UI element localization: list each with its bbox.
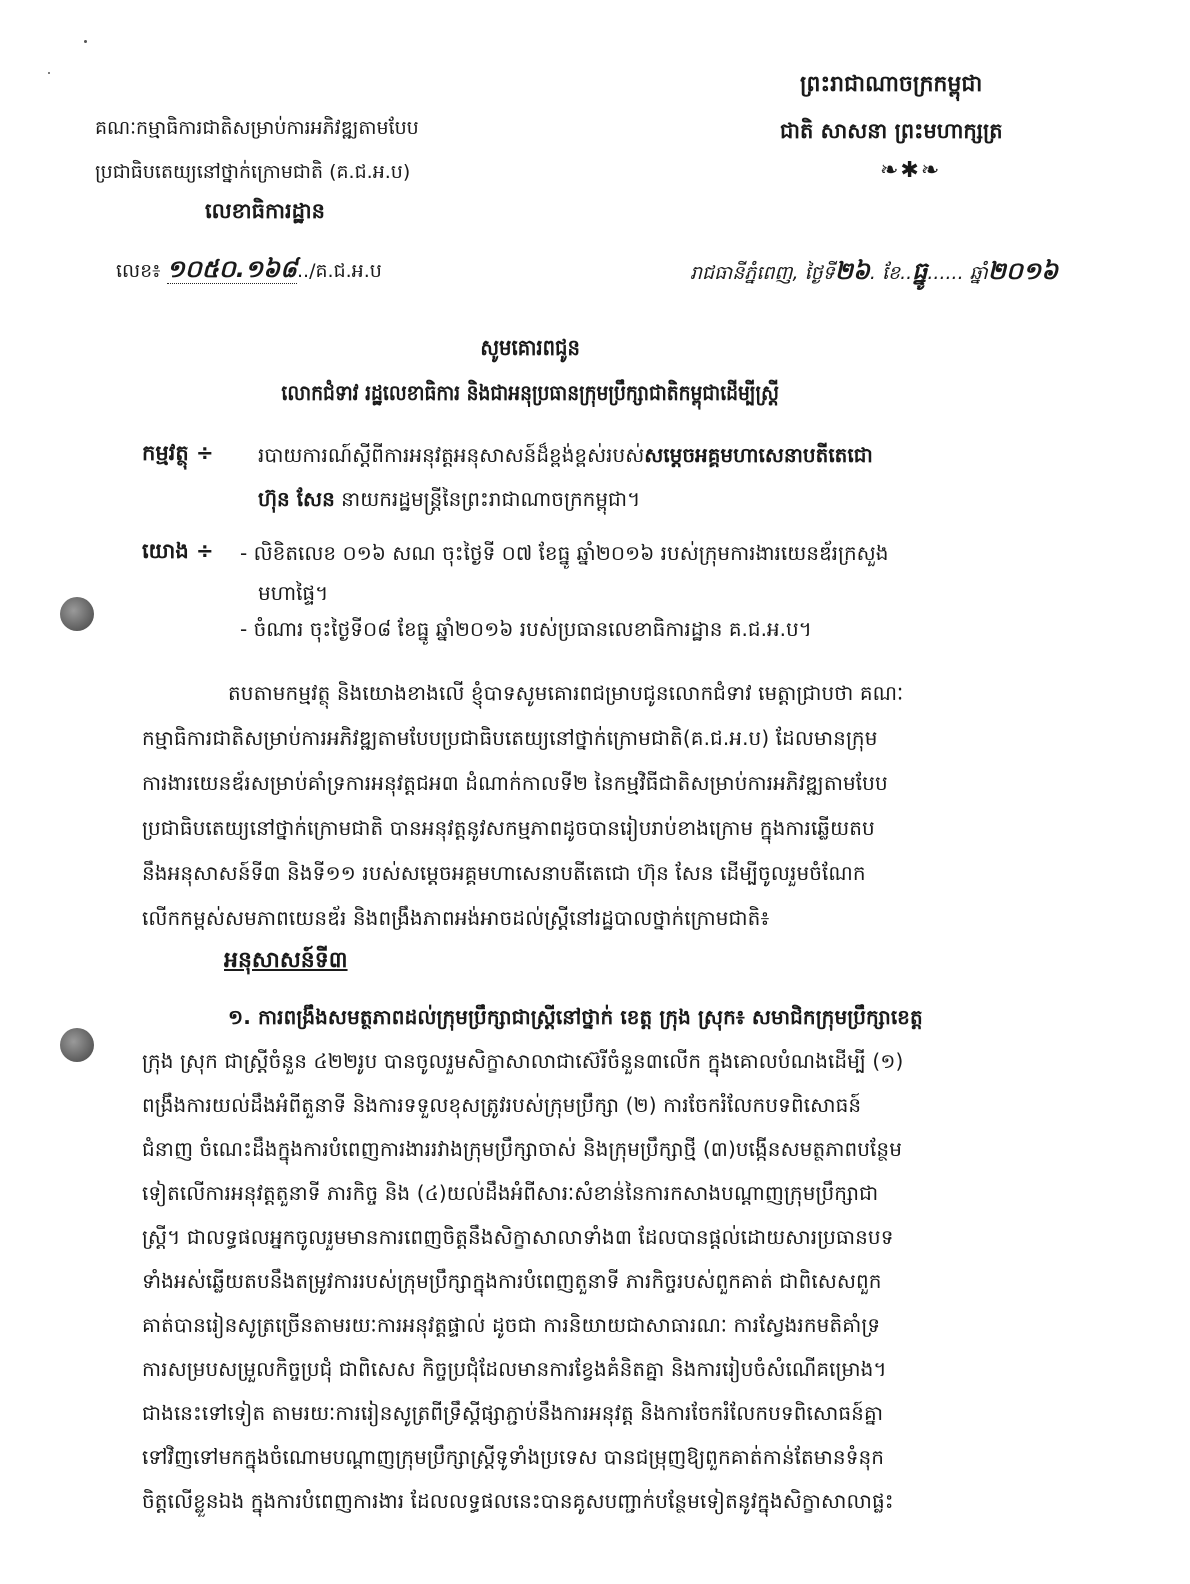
intro-line: កម្មាធិការជាតិសម្រាប់ការអភិវឌ្ឍតាមបែបប្រជាធិបតេយ្យនៅថ្នាក់ក្រោមជាតិ(គ.ជ.អ.ប) ដែលមានក្រុម [142,726,878,750]
scan-speck [84,40,87,43]
date-year-label: ...... ឆ្នាំ [927,262,988,284]
body-line: ការសម្របសម្រួលកិច្ចប្រជុំ ជាពិសេស កិច្ចប្រជុំដែលមានការខ្វែងគំនិតគ្នា និងការរៀបចំសំណើគម្រោង។ [142,1357,887,1381]
subject-label: កម្មវត្ថុ ÷ [142,441,214,465]
ornament-icon: ❧✱❧ [880,158,942,183]
reference-item-2: - ចំណារ ចុះថ្ងៃទី០៨ ខែធ្នូ ឆ្នាំ២០១៦ របស់ប្រធានលេខាធិការដ្ឋាន គ.ជ.អ.ប។ [240,617,812,641]
recipient-line: លោកជំទាវ រដ្ឋលេខាធិការ និងជាអនុប្រធានក្រុមប្រឹក្សាជាតិកម្ពុជាដើម្បីស្ត្រី [281,381,779,405]
date-day: ២៦ [834,257,870,285]
reference-label: លេខ៖ [116,260,161,282]
body-line: ក្រុង ស្រុក ជាស្ត្រីចំនួន ៤២២រូប បានចូលរួមសិក្ខាសាលាជាស៊េរីចំនួន៣លើក ក្នុងគោលបំណងដើម្បី (១) [142,1049,904,1073]
scan-speck [48,72,50,74]
organization-line-2: ប្រជាធិបតេយ្យនៅថ្នាក់ក្រោមជាតិ (គ.ជ.អ.ប) [95,161,411,183]
date-month: ធ្នូ [912,257,928,285]
body-line: គាត់បានរៀនសូត្រច្រើនតាមរយៈការអនុវត្តផ្ទាល់ ដូចជា ការនិយាយជាសាធារណៈ ការស្វែងរកមតិគាំទ្រ [142,1313,881,1337]
punch-hole [60,597,94,631]
intro-line: ប្រជាធិបតេយ្យនៅថ្នាក់ក្រោមជាតិ បានអនុវត្តនូវសកម្មភាពដូចបានរៀបរាប់ខាងក្រោម ក្នុងការឆ្លើយតប [142,816,875,840]
body-line: ទៀតលើការអនុវត្តតួនាទី ភារកិច្ច និង (៤)យល់ដឹងអំពីសារៈសំខាន់នៃការកសាងបណ្តាញក្រុមប្រឹក្សាជា [142,1181,879,1205]
body-line: ទៅវិញទៅមកក្នុងចំណោមបណ្តាញក្រុមប្រឹក្សាស្ត្រីទូទាំងប្រទេស បានជម្រុញឱ្យពួកគាត់កាន់តែមានទំនុក [142,1445,885,1469]
reference-section-label: យោង ÷ [142,539,214,563]
body-line: ទាំងអស់ឆ្លើយតបនឹងតម្រូវការរបស់ក្រុមប្រឹក្សាក្នុងការបំពេញតួនាទី ភារកិច្ចរបស់ពួកគាត់ ជាពិសេសពួក [142,1269,882,1293]
body-line: ជាងនេះទៅទៀត តាមរយៈការរៀនសូត្រពីទ្រឹស្តីផ្សាភ្ជាប់នឹងការអនុវត្ត និងការចែករំលែកបទពិសោធន៍គ្នា [142,1401,884,1425]
subject-name: ហ៊ុន សែន [258,487,335,511]
subject-text: របាយការណ៍ស្តីពីការអនុវត្តអនុសាសន៍ដ៏ខ្ពង់ខ្ពស់របស់ [258,443,645,467]
intro-line: នឹងអនុសាសន៍ទី៣ និងទី១១ របស់សម្តេចអគ្គមហាសេនាបតីតេជោ ហ៊ុន សែន ដើម្បីចូលរួមចំណែក [142,861,866,885]
subject-bold-text: សម្តេចអគ្គមហាសេនាបតីតេជោ [644,443,873,467]
organization-line-1: គណៈកម្មាធិការជាតិសម្រាប់ការអភិវឌ្ឍតាមបែប [95,117,419,139]
reference-suffix: ../គ.ជ.អ.ប [296,260,382,282]
body-line: ពង្រឹងការយល់ដឹងអំពីតួនាទី និងការទទួលខុសត្រូវរបស់ក្រុមប្រឹក្សា (២) ការចែករំលែកបទពិសោធន៍ [142,1093,862,1117]
body-line: ចិត្តលើខ្លួនឯង ក្នុងការបំពេញការងារ ដែលលទ្ធផលនេះបានគូសបញ្ជាក់បន្ថែមទៀតនូវក្នុងសិក្ខាសាលាផ្លះ [142,1489,894,1513]
intro-line: លើកកម្ពស់សមភាពយេនឌ័រ និងពង្រឹងភាពអង់អាចដល់ស្ត្រីនៅរដ្ឋបាលថ្នាក់ក្រោមជាតិ៖ [142,906,770,930]
salutation-title: សូមគោរពជូន [480,336,580,361]
intro-line: ការងារយេនឌ័រសម្រាប់គាំទ្រការអនុវត្តជអ៣ ដំណាក់កាលទី២ នៃកម្មវិធីជាតិសម្រាប់ការអភិវឌ្ឍតាមបែប [142,771,888,795]
date-month-label: . ខែ.. [869,262,913,284]
punch-hole [60,1028,94,1062]
secretariat-label: លេខាធិការដ្ឋាន [205,199,325,223]
body-line: ១. ការពង្រឹងសមត្ថភាពដល់ក្រុមប្រឹក្សាជាស្ត្រីនៅថ្នាក់ ខេត្ត ក្រុង ស្រុក៖ សមាជិកក្រុមប្រឹក្សាខេត្ត [228,1005,923,1029]
intro-line: តបតាមកម្មវត្ថុ និងយោងខាងលើ ខ្ញុំបាទសូមគោរពជម្រាបជូនលោកជំទាវ មេត្តាជ្រាបថា គណៈ [228,681,904,705]
body-line: ជំនាញ ចំណេះដឹងក្នុងការបំពេញការងាររវាងក្រុមប្រឹក្សាចាស់ និងក្រុមប្រឹក្សាថ្មី (៣)បង្កើនសមត្ថភាពបន្ថែម [142,1137,902,1161]
kingdom-title: ព្រះរាជាណាចក្រកម្ពុជា [800,72,983,97]
reference-item-1-line-1: - លិខិតលេខ ០១៦ សណ ចុះថ្ងៃទី ០៧ ខែធ្នូ ឆ្នាំ២០១៦ របស់ក្រុមការងារយេនឌ័រក្រសួង [240,541,889,565]
reference-number-line [116,254,382,289]
subject-text-2: នាយករដ្ឋមន្ត្រីនៃព្រះរាជាណាចក្រកម្ពុជា។ [334,487,641,511]
reference-number: ១០៥០.១៦៨ [166,255,297,283]
body-line: ស្ត្រី។ ជាលទ្ធផលអ្នកចូលរួមមានការពេញចិត្តនឹងសិក្ខាសាលាទាំង៣ ដែលបានផ្តល់ដោយសារប្រធានបទ [142,1225,894,1249]
national-motto: ជាតិ សាសនា ព្រះមហាក្សត្រ [780,119,1003,143]
date-year: ២០១៦ [987,257,1059,285]
subject-line-2 [258,486,640,516]
date-line [690,256,1058,291]
reference-item-1-line-2: មហាផ្ទៃ។ [258,581,329,605]
subject-line-1 [258,442,873,472]
section-heading: អនុសាសន៍ទី៣ [224,948,348,973]
date-prefix: រាជធានីភ្នំពេញ, ថ្ងៃទី [690,262,835,284]
